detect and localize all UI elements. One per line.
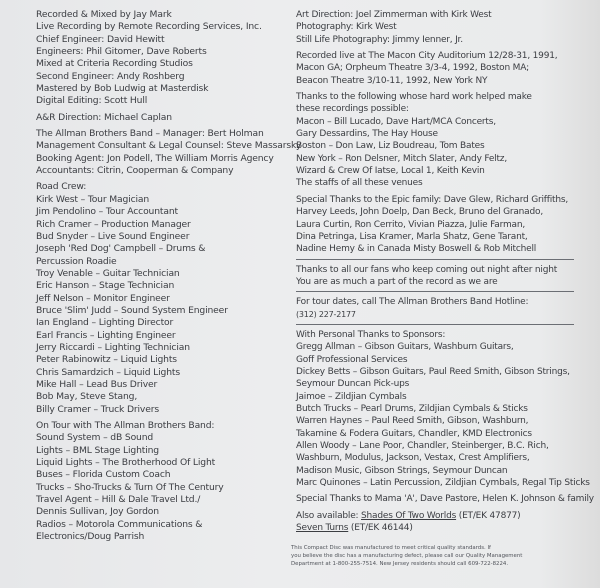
- credit-line: Art Direction: Joel Zimmerman with Kirk West: [296, 10, 492, 20]
- thanks-line: Special Thanks to Mama 'A', Dave Pastore, Helen K. Johnson & family: [296, 494, 594, 505]
- sponsor-line: Goff Professional Services: [296, 354, 408, 365]
- sponsor-line: Seymour Duncan Pick-ups: [296, 379, 410, 390]
- thanks-line: these recordings possible:: [296, 104, 409, 115]
- crew-line: Ian England – Lighting Director: [36, 317, 174, 329]
- hotline: [296, 296, 586, 321]
- crew-line: Bob May, Steve Stang,: [36, 391, 138, 403]
- venue-thanks: [296, 91, 586, 190]
- credit-line: Mixed at Criteria Recording Studios: [36, 58, 193, 70]
- crew-line: Jim Pendolino – Tour Accountant: [36, 206, 178, 218]
- crew-line: Mike Hall – Lead Bus Driver: [36, 378, 158, 390]
- crew-line: Eric Hanson – Stage Technician: [36, 280, 175, 292]
- location-line: Beacon Theatre 3/10-11, 1992, New York NY: [296, 75, 488, 86]
- tour-line: Liquid Lights – The Brotherhood Of Light: [36, 457, 216, 469]
- thanks-line: Dina Petringa, Lisa Kramer, Marla Shatz, Gene Tarant,: [296, 231, 528, 242]
- credit-line: Recorded & Mixed by Jay Mark: [36, 9, 172, 20]
- catalog-number: (ET/EK 46144): [348, 523, 413, 534]
- sponsor-line: Dickey Betts – Gibson Guitars, Paul Reed Smith, Gibson Strings,: [296, 366, 570, 377]
- sponsor-line: Takamine & Fodera Guitars, Chandler, KMD Electronics: [296, 428, 532, 439]
- also-available-line: [296, 522, 586, 534]
- album-title-link: Seven Turns: [296, 523, 349, 534]
- credit-line: Digital Editing: Scott Hull: [36, 95, 148, 107]
- thanks-line: Thanks to the following whose hard work helped make: [296, 92, 532, 103]
- thanks-line: Wizard & Crew Of Iatse, Local 1, Keith Kevin: [296, 166, 485, 177]
- location-line: Recorded live at The Macon City Auditorium 12/28-31, 1991,: [296, 51, 558, 62]
- sponsor-line: Allen Woody – Lane Poor, Chandler, Steinberger, B.C. Rich,: [296, 441, 549, 451]
- crew-line: Rich Cramer – Production Manager: [36, 218, 191, 230]
- fine-print-line: Department at 1-800-255-7514. New Jersey residents should call 609-722-8224.: [291, 561, 509, 568]
- tour-line: Radios – Motorola Communications &: [36, 518, 203, 530]
- thanks-line: Special Thanks to the Epic family: Dave Glew, Richard Griffiths,: [296, 194, 569, 205]
- crew-line: Billy Cramer – Truck Drivers: [36, 403, 159, 415]
- tour-line: Trucks – Sho-Trucks & Turn Of The Century: [36, 481, 224, 493]
- divider: [296, 259, 574, 260]
- recording-credits: [36, 9, 288, 108]
- crew-line: Percussion Roadie: [36, 255, 117, 267]
- special-thanks-mama: [296, 493, 594, 505]
- section-heading: On Tour with The Allman Brothers Band:: [36, 420, 215, 431]
- crew-line: Bud Snyder – Live Sound Engineer: [36, 230, 190, 242]
- sponsor-line: Warren Haynes – Paul Reed Smith, Gibson, Washburn,: [296, 416, 529, 427]
- credit-line: Booking Agent: Jon Podell, The William Morris Agency: [36, 152, 274, 164]
- credit-line: Mastered by Bob Ludwig at Masterdisk: [36, 83, 209, 95]
- ar-direction: [36, 112, 288, 124]
- road-crew: [36, 181, 288, 416]
- tour-line: Travel Agent – Hill & Dale Travel Ltd./: [36, 494, 201, 506]
- recording-locations: [296, 50, 586, 87]
- quality-notice: [291, 544, 591, 569]
- thanks-line: Boston – Don Law, Liz Boudreau, Tom Bates: [296, 141, 485, 152]
- sponsor-line: Marc Quinones – Latin Percussion, Zildjian Cymbals, Regal Tip Sticks: [296, 478, 590, 489]
- epic-thanks: [296, 194, 586, 256]
- credit-line: A&R Direction: Michael Caplan: [36, 111, 172, 123]
- fans-thanks: [296, 264, 586, 289]
- on-tour: [36, 420, 288, 543]
- management-credits: [36, 128, 302, 177]
- crew-line: Chris Samardzich – Liquid Lights: [36, 366, 180, 378]
- art-credits: [296, 9, 586, 46]
- thanks-line: The staffs of all these venues: [296, 178, 423, 189]
- hotline-label: For tour dates, call The Allman Brothers Band Hotline:: [296, 297, 529, 308]
- thanks-line: Thanks to all our fans who keep coming out night after night: [296, 264, 558, 275]
- crew-line: Joseph 'Red Dog' Campbell – Drums &: [36, 243, 206, 255]
- crew-line: Jeff Nelson – Monitor Engineer: [36, 292, 170, 304]
- also-available-label: Also available:: [296, 510, 362, 521]
- tour-line: Buses – Florida Custom Coach: [36, 469, 171, 481]
- hotline-phone: (312) 227-2177: [296, 309, 356, 319]
- thanks-line: Laura Curtin, Ron Cerrito, Vivian Piazza, Julie Farman,: [296, 219, 526, 230]
- tour-line: Dennis Sullivan, Joy Gordon: [36, 506, 159, 518]
- credit-line: Second Engineer: Andy Roshberg: [36, 70, 185, 82]
- tour-line: Lights – BML Stage Lighting: [36, 444, 159, 456]
- section-heading: Road Crew:: [36, 181, 87, 193]
- tour-line: Electronics/Doug Parrish: [36, 531, 145, 543]
- crew-line: Bruce 'Slim' Judd – Sound System Engineer: [36, 304, 228, 316]
- thanks-line: Nadine Hemy & in Canada Misty Boswell & Rob Mitchell: [296, 244, 537, 255]
- thanks-line: Harvey Leeds, John Doelp, Dan Beck, Bruno del Granado,: [296, 207, 543, 218]
- album-title-link: Shades Of Two Worlds: [361, 510, 457, 521]
- thanks-line: Gary Dessardins, The Hay House: [296, 129, 438, 140]
- thanks-line: New York – Ron Delsner, Mitch Slater, Andy Feltz,: [296, 153, 507, 164]
- crew-line: Kirk West – Tour Magician: [36, 193, 150, 205]
- sponsors: [296, 329, 590, 489]
- location-line: Macon GA; Orpheum Theatre 3/3-4, 1992, Boston MA;: [296, 63, 530, 74]
- also-available-line: [296, 510, 586, 522]
- also-available: [296, 510, 586, 535]
- section-heading: With Personal Thanks to Sponsors:: [296, 329, 446, 340]
- catalog-number: (ET/EK 47877): [456, 510, 521, 521]
- credit-line: Photography: Kirk West: [296, 22, 397, 33]
- sponsor-line: Gregg Allman – Gibson Guitars, Washburn Guitars,: [296, 342, 514, 353]
- credit-line: Still Life Photography: Jimmy Ienner, Jr.: [296, 34, 463, 45]
- crew-line: Earl Francis – Lighting Engineer: [36, 329, 176, 341]
- sponsor-line: Madison Music, Gibson Strings, Seymour Duncan: [296, 465, 508, 476]
- credit-line: Accountants: Citrin, Cooperman & Company: [36, 165, 234, 177]
- credit-line: Live Recording by Remote Recording Services, Inc.: [36, 21, 262, 33]
- crew-line: Jerry Riccardi – Lighting Technician: [36, 341, 190, 353]
- left-column: [36, 9, 302, 547]
- credit-line: Engineers: Phil Gitomer, Dave Roberts: [36, 46, 207, 58]
- tour-line: Sound System – dB Sound: [36, 432, 154, 444]
- thanks-line: Macon – Bill Lucado, Dave Hart/MCA Concerts,: [296, 116, 496, 127]
- fine-print-line: you believe the disc has a manufacturing defect, please call our Quality Management: [291, 553, 523, 560]
- credit-line: Management Consultant & Legal Counsel: Steve Massarsky: [36, 140, 302, 152]
- sponsor-line: Butch Trucks – Pearl Drums, Zildjian Cymbals & Sticks: [296, 403, 528, 414]
- divider: [296, 324, 574, 325]
- credit-line: Chief Engineer: David Hewitt: [36, 33, 165, 45]
- right-column: [296, 9, 594, 538]
- thanks-line: You are as much a part of the record as we are: [296, 276, 498, 287]
- sponsor-line: Washburn, Modulus, Jackson, Vestax, Crest Amplifiers,: [296, 453, 530, 464]
- crew-line: Peter Rabinowitz – Liquid Lights: [36, 354, 177, 366]
- crew-line: Troy Venable – Guitar Technician: [36, 267, 180, 279]
- fine-print-line: This Compact Disc was manufactured to meet critical quality standards. If: [291, 545, 491, 551]
- credit-line: The Allman Brothers Band – Manager: Bert Holman: [36, 128, 264, 140]
- sponsor-line: Jaimoe – Zildjian Cymbals: [296, 391, 407, 402]
- divider: [296, 291, 574, 292]
